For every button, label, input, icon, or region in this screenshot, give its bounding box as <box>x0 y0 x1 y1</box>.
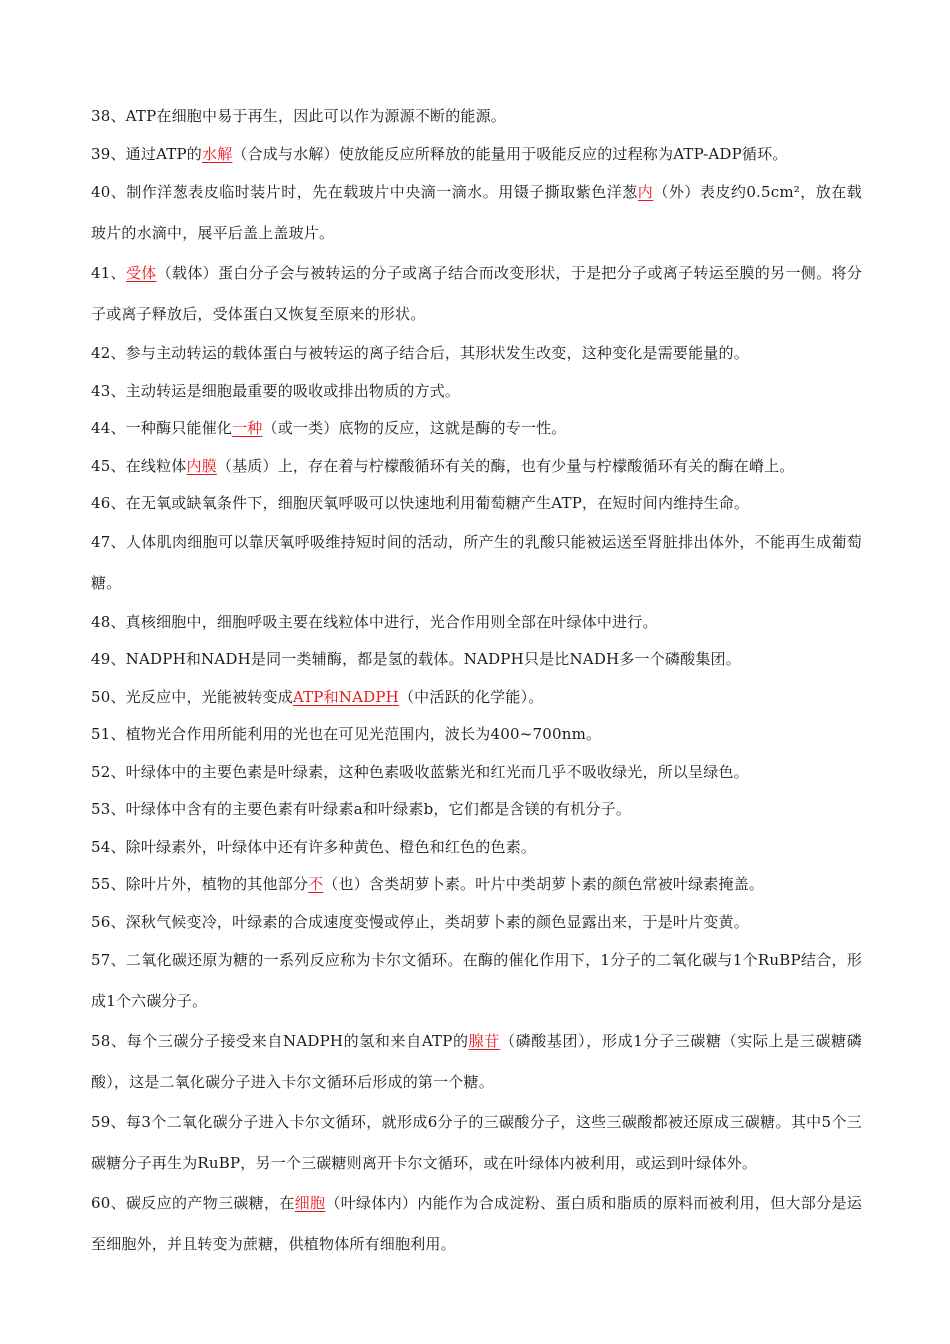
statement-item-39 <box>91 136 862 174</box>
statement-text: 58、每个三碳分子接受来自NADPH的氢和来自ATP的 <box>91 1032 469 1050</box>
answer-highlight: 内膜 <box>186 456 217 475</box>
statement-item-46 <box>91 485 862 523</box>
statement-item-43 <box>91 373 862 411</box>
answer-highlight: 内 <box>637 183 654 201</box>
statement-text: 44、一种酶只能催化 <box>91 419 233 437</box>
statement-text: 60、碳反应的产物三碳糖，在 <box>91 1194 295 1212</box>
answer-highlight: 不 <box>308 875 324 893</box>
statement-text: 50、光反应中，光能被转变成 <box>91 687 293 706</box>
statement-item-48 <box>91 604 862 642</box>
statement-text: （载体）蛋白分子会与被转运的分子或离子结合而改变形状，于是把分子或离子转运至膜的另一侧。将分子或离子释放后，受体蛋白又恢复至原来的形状。 <box>91 264 863 323</box>
statement-text: 53、叶绿体中含有的主要色素有叶绿素a和叶绿素b，它们都是含镁的有机分子。 <box>91 800 632 818</box>
statement-text: 52、叶绿体中的主要色素是叶绿素，这种色素吸收蓝紫光和红光而几乎不吸收绿光，所以呈绿色。 <box>91 762 749 781</box>
statement-item-50 <box>91 679 862 717</box>
statement-text: 40、制作洋葱表皮临时装片时，先在载玻片中央滴一滴水。用镊子撕取紫色洋葱 <box>91 183 638 201</box>
statement-text: （磷酸基团），形成1分子三碳糖（实际上是三碳糖磷酸），这是二氧化碳分子进入卡尔文循环后形成的第一个糖。 <box>91 1032 862 1091</box>
statement-item-51 <box>91 716 862 754</box>
statement-item-49 <box>91 641 862 679</box>
answer-highlight: 受体 <box>125 264 157 282</box>
statement-text: 56、深秋气候变冷，叶绿素的合成速度变慢或停止，类胡萝卜素的颜色显露出来，于是叶片变黄。 <box>91 912 749 931</box>
statement-text: 45、在线粒体 <box>91 456 187 475</box>
statement-text: （基质）上，存在着与柠檬酸循环有关的酶，也有少量与柠檬酸循环有关的酶在嵴上。 <box>216 456 795 475</box>
statement-text: 48、真核细胞中，细胞呼吸主要在线粒体中进行，光合作用则全部在叶绿体中进行。 <box>91 612 658 631</box>
statement-item-55 <box>91 866 862 904</box>
statement-text: 59、每3个二氧化碳分子进入卡尔文循环，就形成6分子的三碳酸分子，这些三碳酸都被还原成三碳糖。其中5个三碳糖分子再生为RuBP，另一个三碳糖则离开卡尔文循环，或在叶绿体内被利用，或运到叶绿体外。 <box>91 1113 862 1172</box>
answer-highlight: ATP和NADPH <box>292 687 399 706</box>
statement-item-40 <box>91 172 862 254</box>
statement-text: 55、除叶片外，植物的其他部分 <box>91 875 309 893</box>
statement-text: 49、NADPH和NADH是同一类辅酶，都是氢的载体。NADPH只是比NADH多一个磷酸集团。 <box>91 650 741 668</box>
statement-text: 51、植物光合作用所能利用的光也在可见光范围内，波长为400~700nm。 <box>91 725 602 743</box>
statement-text: 42、参与主动转运的载体蛋白与被转运的离子结合后，其形状发生改变，这种变化是需要能量的。 <box>91 344 749 362</box>
statement-text: 57、二氧化碳还原为糖的一系列反应称为卡尔文循环。在酶的催化作用下，1分子的二氧化碳与1个RuBP结合，形成1个六碳分子。 <box>91 951 862 1010</box>
answer-highlight: 细胞 <box>294 1194 326 1212</box>
statement-text: （也）含类胡萝卜素。叶片中类胡萝卜素的颜色常被叶绿素掩盖。 <box>323 875 765 893</box>
statement-text: 54、除叶绿素外，叶绿体中还有许多种黄色、橙色和红色的色素。 <box>91 837 537 856</box>
statement-item-54 <box>91 829 862 867</box>
statement-item-45 <box>91 448 862 486</box>
statement-text: （叶绿体内）内能作为合成淀粉、蛋白质和脂质的原料而被利用，但大部分是运至细胞外，并且转变为蔗糖，供植物体所有细胞利用。 <box>91 1194 863 1253</box>
statement-item-59 <box>91 1102 862 1184</box>
statement-item-60 <box>91 1183 862 1265</box>
statement-item-44 <box>91 410 862 448</box>
statement-text: 47、人体肌肉细胞可以靠厌氧呼吸维持短时间的活动，所产生的乳酸只能被运送至肾脏排出体外，不能再生成葡萄糖。 <box>91 532 862 592</box>
answer-highlight: 水解 <box>202 144 233 163</box>
statement-text: 43、主动转运是细胞最重要的吸收或排出物质的方式。 <box>91 381 461 400</box>
statement-list <box>91 98 862 1265</box>
statement-item-38 <box>91 98 862 136</box>
statement-text: （合成与水解）使放能反应所释放的能量用于吸能反应的过程称为ATP-ADP循环。 <box>232 144 788 163</box>
statement-item-52 <box>91 754 862 792</box>
statement-text: 38、ATP在细胞中易于再生，因此可以作为源源不断的能源。 <box>91 107 506 125</box>
statement-text: （中活跃的化学能）。 <box>398 687 544 706</box>
statement-text: （外）表皮约0.5cm²，放在载玻片的水滴中，展平后盖上盖玻片。 <box>91 183 863 242</box>
statement-item-57 <box>91 940 862 1022</box>
statement-item-56 <box>91 904 862 942</box>
statement-text: （或一类）底物的反应，这就是酶的专一性。 <box>262 419 567 437</box>
statement-item-47 <box>91 522 862 604</box>
statement-text: 41、 <box>91 264 126 282</box>
statement-text: 39、通过ATP的 <box>91 144 202 163</box>
statement-item-41 <box>91 253 862 335</box>
statement-item-53 <box>91 791 862 829</box>
answer-highlight: 一种 <box>232 419 263 437</box>
answer-highlight: 腺苷 <box>468 1032 500 1050</box>
statement-item-42 <box>91 335 862 373</box>
statement-text: 46、在无氧或缺氧条件下，细胞厌氧呼吸可以快速地利用葡萄糖产生ATP，在短时间内维持生命。 <box>91 494 750 512</box>
statement-item-58 <box>91 1021 862 1103</box>
